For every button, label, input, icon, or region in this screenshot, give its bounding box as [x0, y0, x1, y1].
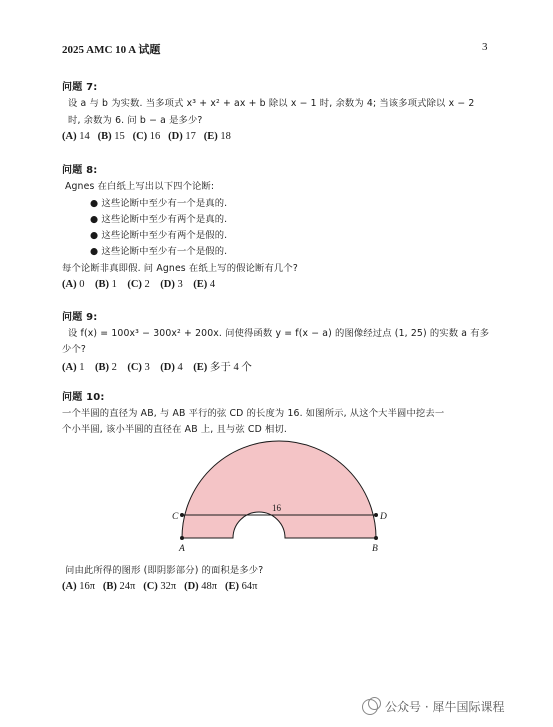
answer-value: 48π — [201, 581, 218, 592]
problem-10-title: 问题 10: — [62, 392, 105, 403]
shaded-region — [182, 441, 376, 538]
point-b-label: B — [372, 544, 378, 554]
problem-8-bullet — [90, 227, 227, 241]
bullet-text: 这些论断中至少有两个是假的. — [101, 230, 228, 241]
answer-value: 2 — [111, 362, 117, 373]
answer-label: (C) — [127, 362, 142, 373]
answer-label: (A) — [62, 362, 77, 373]
point-d-dot — [374, 513, 378, 517]
page-number: 3 — [482, 41, 488, 53]
answer-label: (B) — [94, 279, 109, 290]
problem-10-question: 问由此所得的图形 (即阴影部分) 的面积是多少? — [65, 565, 264, 576]
bullet-text: 这些论断中至少有两个是真的. — [101, 214, 228, 225]
point-c-label: C — [172, 512, 179, 522]
problem-7-answers — [62, 131, 231, 142]
bullet-text: 这些论断中至少有一个是假的. — [101, 246, 228, 257]
problem-8-bullet — [90, 195, 227, 209]
bullet-icon: ● — [90, 214, 99, 225]
answer-label: (D) — [168, 131, 183, 142]
problem-8-title: 问题 8: — [62, 165, 98, 176]
problem-10-line-1: 一个半圆的直径为 AB, 与 AB 平行的弦 CD 的长度为 16. 如图所示, 从这个大半圆中挖去一 — [62, 408, 445, 419]
problem-8-question: 每个论断非真即假. 问 Agnes 在纸上写的假论断有几个? — [62, 263, 298, 274]
problem-9-line-2: 少个? — [62, 344, 86, 355]
answer-value: 32π — [160, 581, 177, 592]
answer-label: (C) — [143, 581, 158, 592]
answer-value: 2 — [144, 279, 150, 290]
answer-label: (E) — [193, 279, 208, 290]
answer-value: 16 — [149, 131, 161, 142]
answer-value: 3 — [144, 362, 150, 373]
answer-label: (B) — [102, 581, 117, 592]
problem-8-intro: Agnes 在白纸上写出以下四个论断: — [65, 181, 215, 192]
answer-label: (E) — [203, 131, 218, 142]
answer-label: (D) — [160, 279, 175, 290]
answer-value: 1 — [79, 362, 85, 373]
answer-label: (B) — [97, 131, 112, 142]
answer-value: 18 — [220, 131, 231, 142]
answer-value: 0 — [79, 279, 85, 290]
bullet-icon: ● — [90, 246, 99, 257]
answer-label: (A) — [62, 581, 77, 592]
answer-label: (C) — [132, 131, 148, 142]
answer-value: 4 — [209, 279, 216, 290]
point-d-label: D — [380, 512, 387, 522]
problem-7-line-2: 时, 余数为 6. 问 b − a 是多少? — [68, 115, 203, 126]
problem-10-answers — [62, 581, 257, 592]
answer-value: 14 — [79, 131, 90, 142]
bullet-icon: ● — [90, 230, 99, 241]
watermark-text: 公众号 · 犀牛国际课程 — [385, 700, 505, 714]
problem-8-answers — [62, 279, 215, 290]
page-header-title: 2025 AMC 10 A 试题 — [62, 44, 161, 56]
point-a-dot — [180, 536, 184, 540]
point-c-dot — [180, 513, 184, 517]
answer-value: 64π — [241, 581, 258, 592]
answer-value: 4 — [177, 362, 183, 373]
answer-label: (E) — [193, 362, 208, 373]
problem-9-line-1: 设 f(x) = 100x³ − 300x² + 200x. 问使得函数 y = f(x − a) 的图像经过点 (1, 25) 的实数 a 有多 — [68, 328, 490, 339]
answer-value: 24π — [119, 581, 136, 592]
chord-length-label: 16 — [272, 503, 281, 513]
answer-value: 1 — [111, 279, 117, 290]
problem-7-title: 问题 7: — [62, 82, 98, 93]
answer-label: (A) — [62, 279, 77, 290]
wechat-icon — [362, 697, 380, 715]
point-a-label: A — [179, 544, 185, 554]
answer-label: (A) — [62, 131, 77, 142]
answer-label: (D) — [160, 362, 175, 373]
problem-10-line-2: 个小半圆, 该小半圆的直径在 AB 上, 且与弦 CD 相切. — [62, 424, 287, 435]
semicircle-figure — [160, 435, 400, 560]
problem-9-answers — [62, 359, 252, 374]
answer-value: 16π — [79, 581, 96, 592]
answer-value: 多于 4 个 — [209, 362, 252, 373]
answer-value: 17 — [185, 131, 196, 142]
problem-8-bullet — [90, 243, 227, 257]
answer-value: 15 — [114, 131, 125, 142]
answer-label: (C) — [127, 279, 142, 290]
problem-7-line-1: 设 a 与 b 为实数. 当多项式 x³ + x² + ax + b 除以 x − 1 时, 余数为 4; 当该多项式除以 x − 2 — [68, 98, 475, 109]
bullet-icon: ● — [90, 198, 99, 209]
problem-8-bullet — [90, 211, 227, 225]
answer-label: (E) — [224, 581, 239, 592]
point-b-dot — [374, 536, 378, 540]
answer-label: (D) — [184, 581, 199, 592]
bullet-text: 这些论断中至少有一个是真的. — [101, 198, 228, 209]
answer-label: (B) — [94, 362, 109, 373]
answer-value: 3 — [177, 279, 183, 290]
problem-9-title: 问题 9: — [62, 312, 98, 323]
